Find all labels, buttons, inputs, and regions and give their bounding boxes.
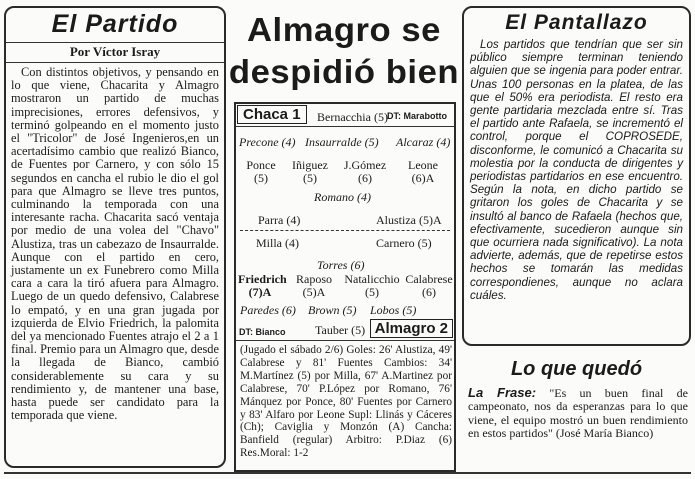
player-alustiza: Alustiza (5)A: [376, 213, 442, 227]
headline: [226, 9, 461, 93]
keeper-b: Tauber (5): [315, 323, 366, 337]
player-romano: Romano (4): [314, 190, 371, 204]
lo-que-quedo-title: Lo que quedó: [510, 358, 643, 380]
right-column: [462, 6, 691, 468]
el-pantallazo-box: [462, 6, 691, 346]
quote-text: "Es un buen final de campeonato, nos da esperanzas para lo que viene, el equipo mostró un buen rendimiento en estos partidos" (José María Bianco): [468, 386, 688, 441]
byline: Por Víctor Isray: [6, 42, 224, 63]
divider-top: [236, 126, 454, 127]
el-partido-title: El Partido: [51, 10, 179, 38]
match-report-text: Con distintos objetivos, y pensando en lo que viene, Chacarita y Almagro mostraron un partido de muchas imprecisiones, errores defensivos, y terminó golpeando en el momento justo el "Tricolor" de José Ingenieros,en un acertadísimo cambio que realizó Bianco, de Fuentes por Carnero, y con sólo 15 segundos en cancha el rubio le dio el gol para que Almagro se lleve tres puntos, culminando la temporada con una interesante racha. Chacarita sacó ventaja por medio de una volea del "Chavo" Alustiza, tras un cabezazo de Insaurralde. Aunque con el partido en cero, justamente un ex Funebrero como Milla cara a cara la tiró afuera para Almagro. Luego de un quedo defensivo, Calabrese lo empató, y en una gran jugada por izquierda de Elvio Friedrich, la palomita del ya mencionado Fuentes atrajo el 2 a 1 final. Premio para un Almagro que, desde la llegada de Bianco, cambió considerablemente su cara y su rendimiento y, de mantener una base, hasta puede ser candidato para la temporada que viene.: [11, 65, 219, 423]
pantallazo-text: Los partidos que tendrían que ser sin público siempre terminan teniendo alguien que se ingenia para poder entrar. Unas 100 personas en la platea, de las que el 50% era periodista. El resto era gente partidaria mezclada entre sí. Tras el partido ante Rafaela, se incrementó el control, porque el COPROSEDE, disconforme, le comunicó a Chacarita su molestia por la conducta de dirigentes y periodistas partidarios en ese encuentro. Según la nota, en dicho partido se gritaron los goles de Chacarita y se insultó al banco de Rafaela (hechos que, efectivamente, sucedieron aunque sin que ocurriera nada significativo). La nota advierte, además, que de repetirse estos hechos se tomarán las medidas correspondienes, aunque no aclara cuáles.: [470, 38, 683, 302]
el-partido-box: [4, 6, 226, 468]
bottom-rule: [4, 472, 691, 474]
player-precone: Precone (4): [239, 135, 296, 149]
dt-a-label: DT: Marabotto: [387, 111, 447, 121]
player-parra: Parra (4): [258, 213, 301, 227]
team-b-score: Almagro 2: [370, 319, 453, 338]
player-milla: Milla (4): [256, 236, 299, 250]
player-leone: Leone (6)A: [408, 158, 438, 185]
headline-line-1: Almagro se: [247, 11, 441, 48]
player-insaurralde: Insaurralde (5): [305, 135, 379, 149]
player-friedrich: Friedrich (7)A: [238, 272, 287, 299]
player-calabrese: Calabrese (6): [405, 272, 453, 299]
player-carnero: Carnero (5): [376, 236, 432, 250]
midfield-dashed-line: [240, 230, 450, 231]
player-paredes: Paredes (6): [240, 303, 296, 317]
el-pantallazo-title: El Pantallazo: [505, 11, 648, 34]
lineup-box: [234, 102, 456, 472]
player-torres: Torres (6): [317, 258, 365, 272]
player-brown: Brown (5): [308, 303, 357, 317]
player-raposo: Raposo (5)A: [296, 272, 332, 299]
headline-line-2: despidió bien: [228, 53, 460, 90]
team-a-score: Chaca 1: [237, 105, 307, 124]
keeper-a: Bernacchia (5): [317, 110, 388, 124]
player-alcaraz: Alcaraz (4): [396, 135, 451, 149]
center-column: [228, 6, 460, 472]
divider-bottom: [236, 340, 454, 341]
dt-b-label: DT: Bianco: [239, 327, 286, 337]
player-jgomez: J.Gómez (6): [343, 158, 387, 185]
player-ponce: Ponce (5): [246, 158, 276, 185]
player-natalicchio: Natalicchio (5): [344, 272, 400, 299]
quote-label: La Frase:: [468, 385, 537, 400]
player-lobos: Lobos (5): [370, 303, 417, 317]
quote-paragraph: [468, 386, 688, 441]
match-summary: (Jugado el sábado 2/6) Goles: 26' Alustiza, 49' Calabrese y 81' Fuentes Cambios: 34' M.Martínez (5) por Milla, 67' A.Martinez por Calabrese, 70' P.López por Romano, 76' Mánquez por Ponce, 80' Fuentes por Carnero y 83' Alfaro por Leone Supl: Llinás y Cáceres (Ch); Caviglia y Monzón (A) Cancha: Banfield (regular) Arbitro: P.Diaz (6) Res.Moral: 1-2: [240, 344, 452, 460]
player-iniguez: Iñiguez (5): [292, 158, 328, 185]
